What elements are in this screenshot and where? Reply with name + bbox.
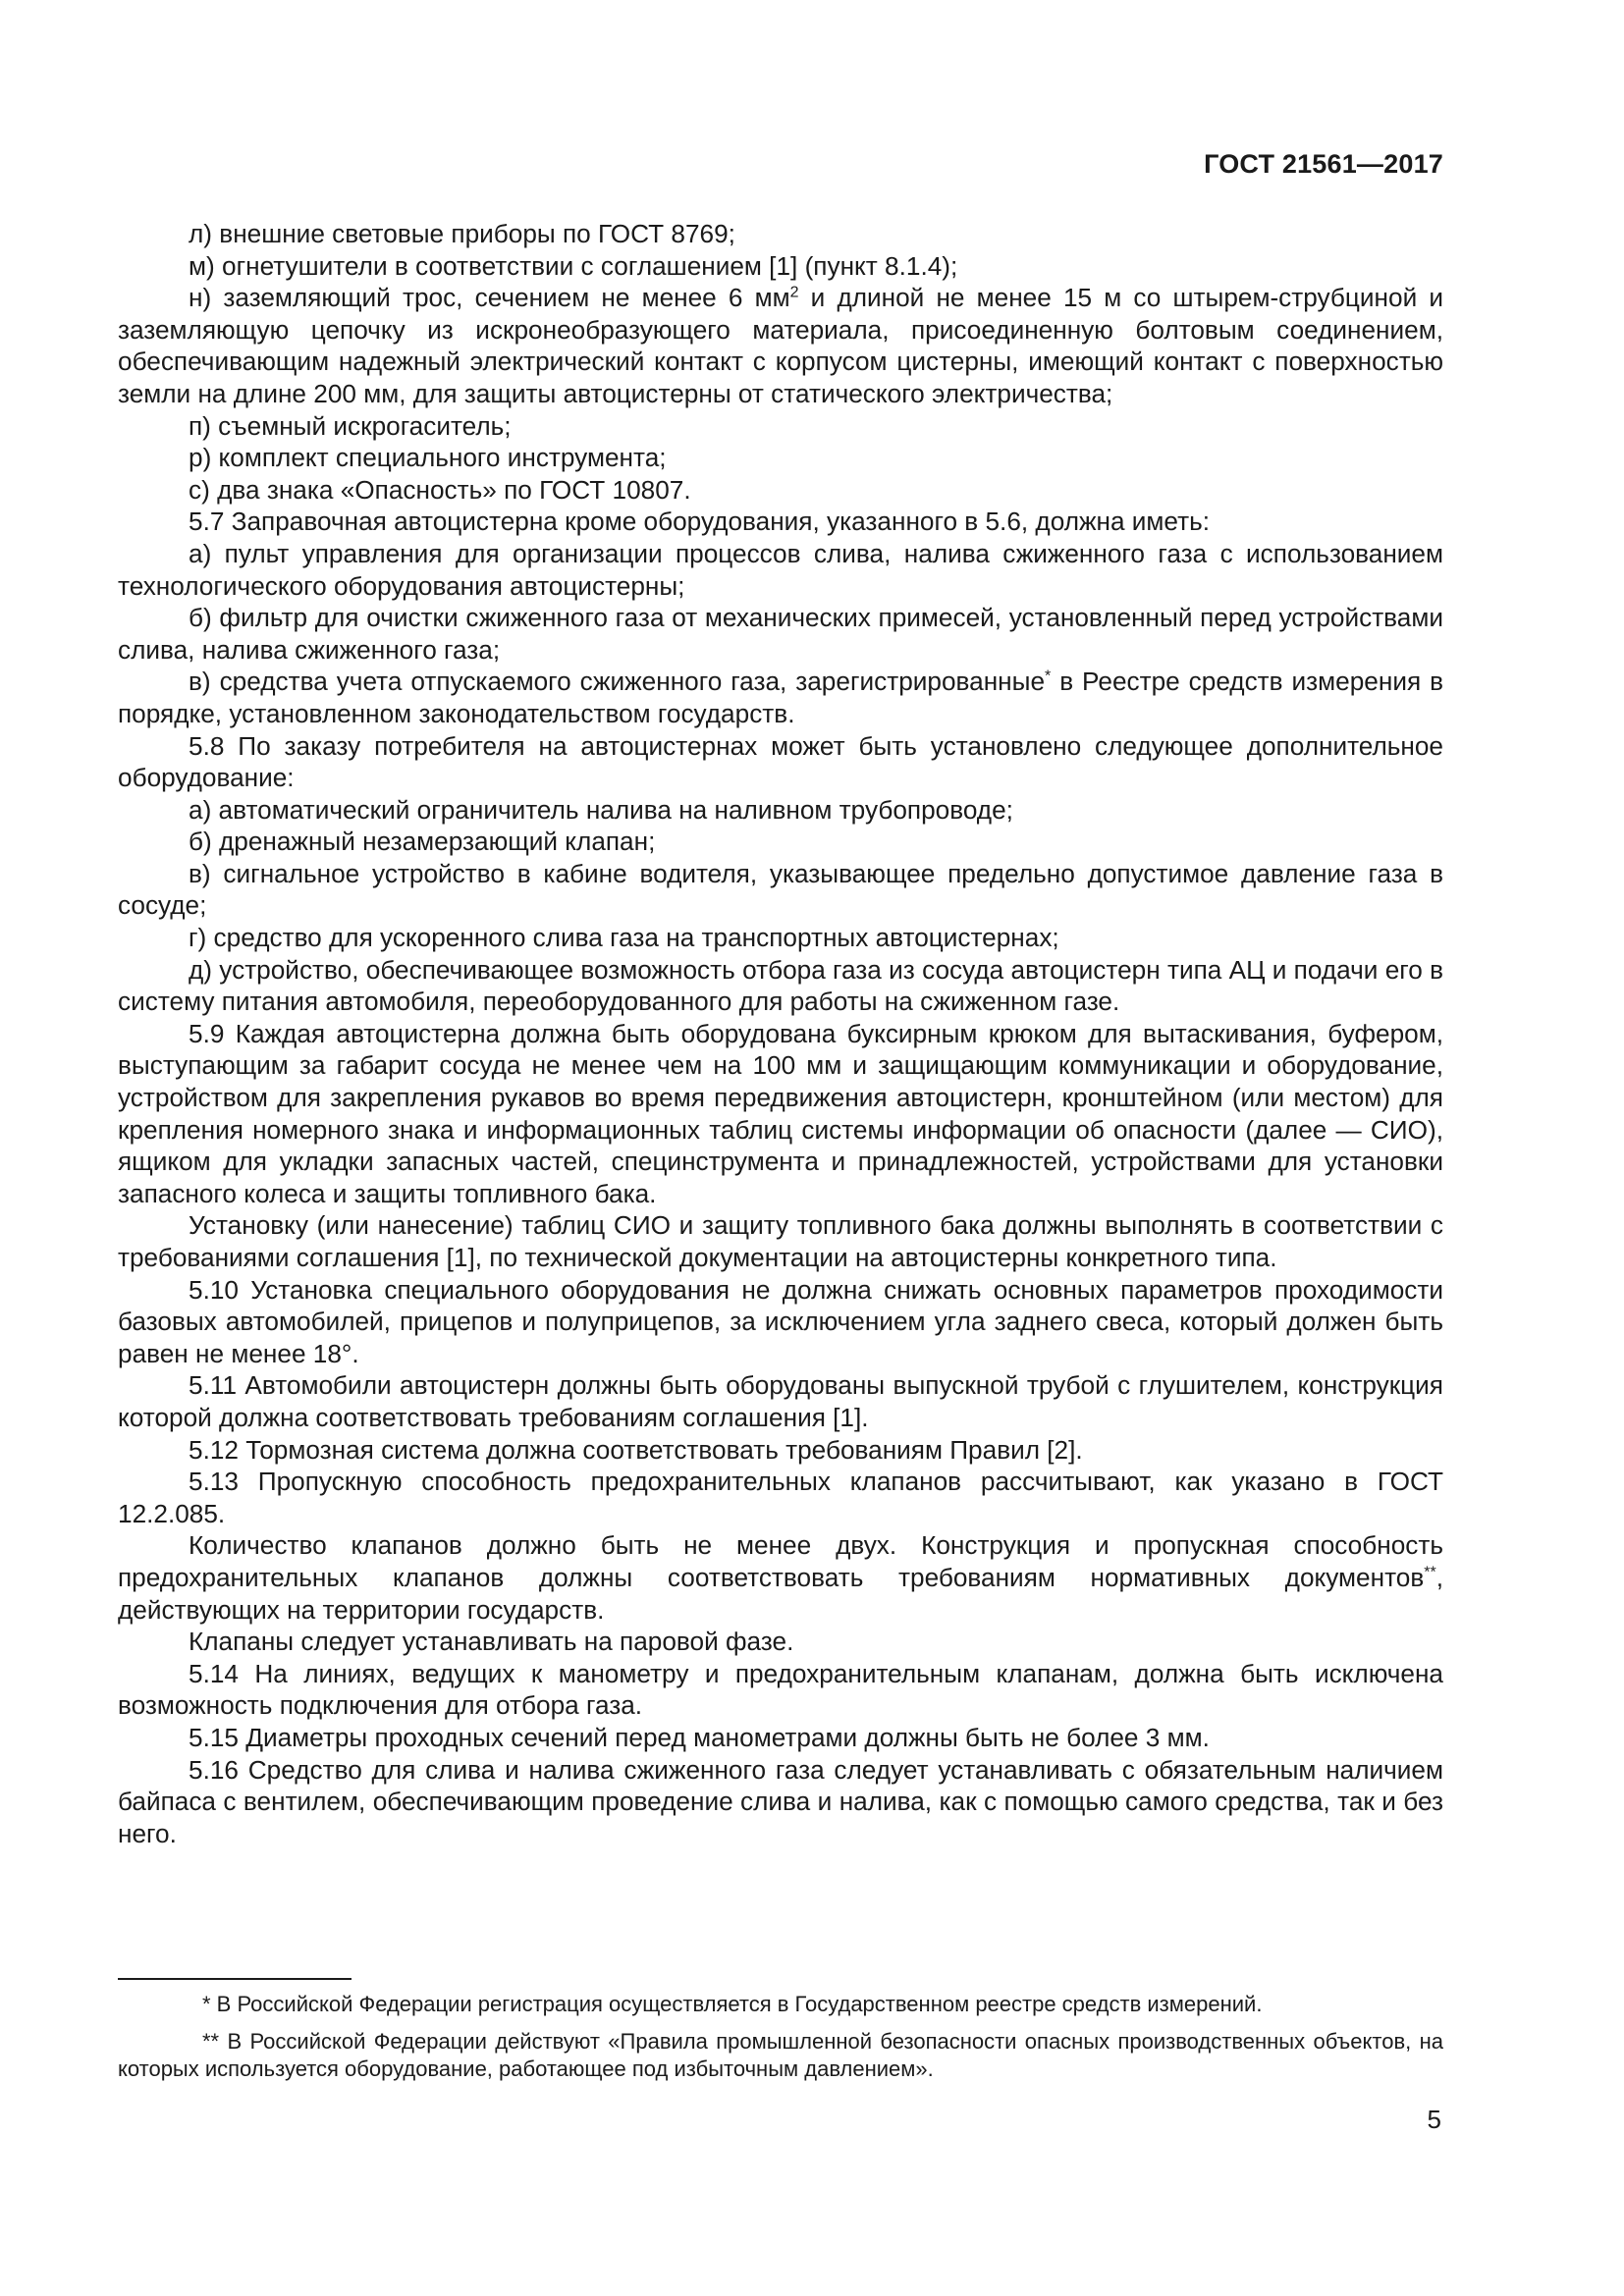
footnote-divider [118, 1978, 352, 1980]
list-item-l: л) внешние световые приборы по ГОСТ 8769; [189, 219, 735, 248]
clause-5-13-continued-end: , действующих на территории государств. [118, 1562, 1443, 1625]
list-item-n-end: и длиной не менее 15 м со штырем-струбциной и заземляющую цепочку из искронеобразующего материала, присоединенную болтовым соединением, обеспечивающим надежный электрический контакт с корпусом цистерны, имеющий контакт с поверхностью земли на длине 200 мм, для защиты автоцистерны от статического электричества; [118, 283, 1443, 408]
list-item-p: п) съемный искрогаситель; [189, 410, 512, 441]
clause-5-8-d: д) устройство, обеспечивающее возможность отбора газа из сосуда автоцистерн типа АЦ и подачи его в систему питания автомобиля, переоборудованного для работы на сжиженном газе. [118, 954, 1443, 1017]
superscript-squared: 2 [789, 284, 799, 301]
list-item-m: м) огнетушители в соответствии с соглашением [1] (пункт 8.1.4); [189, 250, 958, 281]
clause-5-7-a: а) пульт управления для организации процессов слива, налива сжиженного газа с использованием технологического оборудования автоцистерны; [118, 538, 1443, 601]
clause-5-8-g: г) средство для ускоренного слива газа на транспортных автоцистернах; [189, 923, 1059, 953]
clause-5-13-continued [118, 1529, 1443, 1626]
document-standard-id: ГОСТ 21561—2017 [1204, 149, 1443, 179]
clause-5-10: 5.10 Установка специального оборудования не должна снижать основных параметров проходимости базовых автомобилей, прицепов и полуприцепов, за исключением угла заднего свеса, который должен быть равен не менее 18°. [118, 1274, 1443, 1368]
clause-5-8-b: б) дренажный незамерзающий клапан; [189, 827, 656, 857]
page-number: 5 [1427, 2105, 1441, 2134]
list-item-n-start: н) заземляющий трос, сечением не менее 6 мм [189, 283, 790, 313]
clause-5-11: 5.11 Автомобили автоцистерн должны быть оборудованы выпускной трубой с глушителем, конструкция которой должна соответствовать требованиям соглашения [1]. [118, 1370, 1443, 1432]
clause-5-7-v-start: в) средства учета отпускаемого сжиженного газа, зарегистрированные [189, 667, 1046, 697]
clause-5-8-a: а) автоматический ограничитель налива на наливном трубопроводе; [189, 794, 1013, 825]
clause-5-7-v [118, 666, 1443, 729]
list-item-r: р) комплект специального инструмента; [189, 443, 667, 473]
clause-5-8-v: в) сигнальное устройство в кабине водителя, указывающее предельно допустимое давление газа в сосуде; [118, 858, 1443, 921]
clause-5-7-b: б) фильтр для очистки сжиженного газа от механических примесей, установленный перед устройствами слива, налива сжиженного газа; [118, 603, 1443, 665]
clause-5-8: 5.8 По заказу потребителя на автоцистернах может быть установлено следующее дополнительное оборудование: [118, 730, 1443, 793]
clause-5-7: 5.7 Заправочная автоцистерна кроме оборудования, указанного в 5.6, должна иметь: [189, 507, 1211, 537]
clause-5-9: 5.9 Каждая автоцистерна должна быть оборудована буксирным крюком для вытаскивания, буфером, выступающим за габарит сосуда не менее чем на 100 мм и защищающим коммуникации и оборудование, устройством для закрепления рукавов во время передвижения автоцистерн, кронштейном (или местом) для крепления номерного знака и информационных таблиц системы информации об опасности (далее — СИО), ящиком для укладки запасных частей, специнструмента и принадлежностей, устройствами для установки запасного колеса и защиты топливного бака. [118, 1018, 1443, 1208]
clause-5-12: 5.12 Тормозная система должна соответствовать требованиям Правил [2]. [189, 1434, 1083, 1465]
footnote-2: ** В Российской Федерации действуют «Правила промышленной безопасности опасных производственных объектов, на которых используется оборудование, работающее под избыточным давлением». [118, 2029, 1443, 2081]
body-text [118, 218, 1443, 1849]
clause-5-13-valves: Клапаны следует устанавливать на паровой фазе. [189, 1627, 794, 1657]
clause-5-16: 5.16 Средство для слива и налива сжиженного газа следует устанавливать с обязательным наличием байпаса с вентилем, обеспечивающим проведение слива и налива, как с помощью самого средства, так и без него. [118, 1754, 1443, 1848]
list-item-n [118, 282, 1443, 409]
clause-5-7-v-end: в Реестре средств измерения в порядке, установленном законодательством государств. [118, 667, 1443, 728]
footnote-marker-2: ** [1424, 1564, 1436, 1581]
clause-5-14: 5.14 На линиях, ведущих к манометру и предохранительным клапанам, должна быть исключена возможность подключения для отбора газа. [118, 1658, 1443, 1721]
clause-5-15: 5.15 Диаметры проходных сечений перед манометрами должны быть не более 3 мм. [189, 1722, 1210, 1752]
clause-5-9-continued: Установку (или нанесение) таблиц СИО и защиту топливного бака должны выполнять в соответствии с требованиями соглашения [1], по технической документации на автоцистерны конкретного типа. [118, 1210, 1443, 1272]
clause-5-13-continued-start: Количество клапанов должно быть не менее двух. Конструкция и пропускная способность предохранительных клапанов должны соответствовать требованиям нормативных документов [118, 1530, 1443, 1592]
footnote-1: * В Российской Федерации регистрация осуществляется в Государственном реестре средств измерений. [202, 1992, 1263, 2016]
list-item-s: с) два знака «Опасность» по ГОСТ 10807. [189, 474, 691, 505]
footnote-marker-1: * [1045, 667, 1052, 685]
footnotes [118, 1991, 1443, 2093]
clause-5-13: 5.13 Пропускную способность предохранительных клапанов рассчитывают, как указано в ГОСТ 12.2.085. [118, 1467, 1443, 1528]
